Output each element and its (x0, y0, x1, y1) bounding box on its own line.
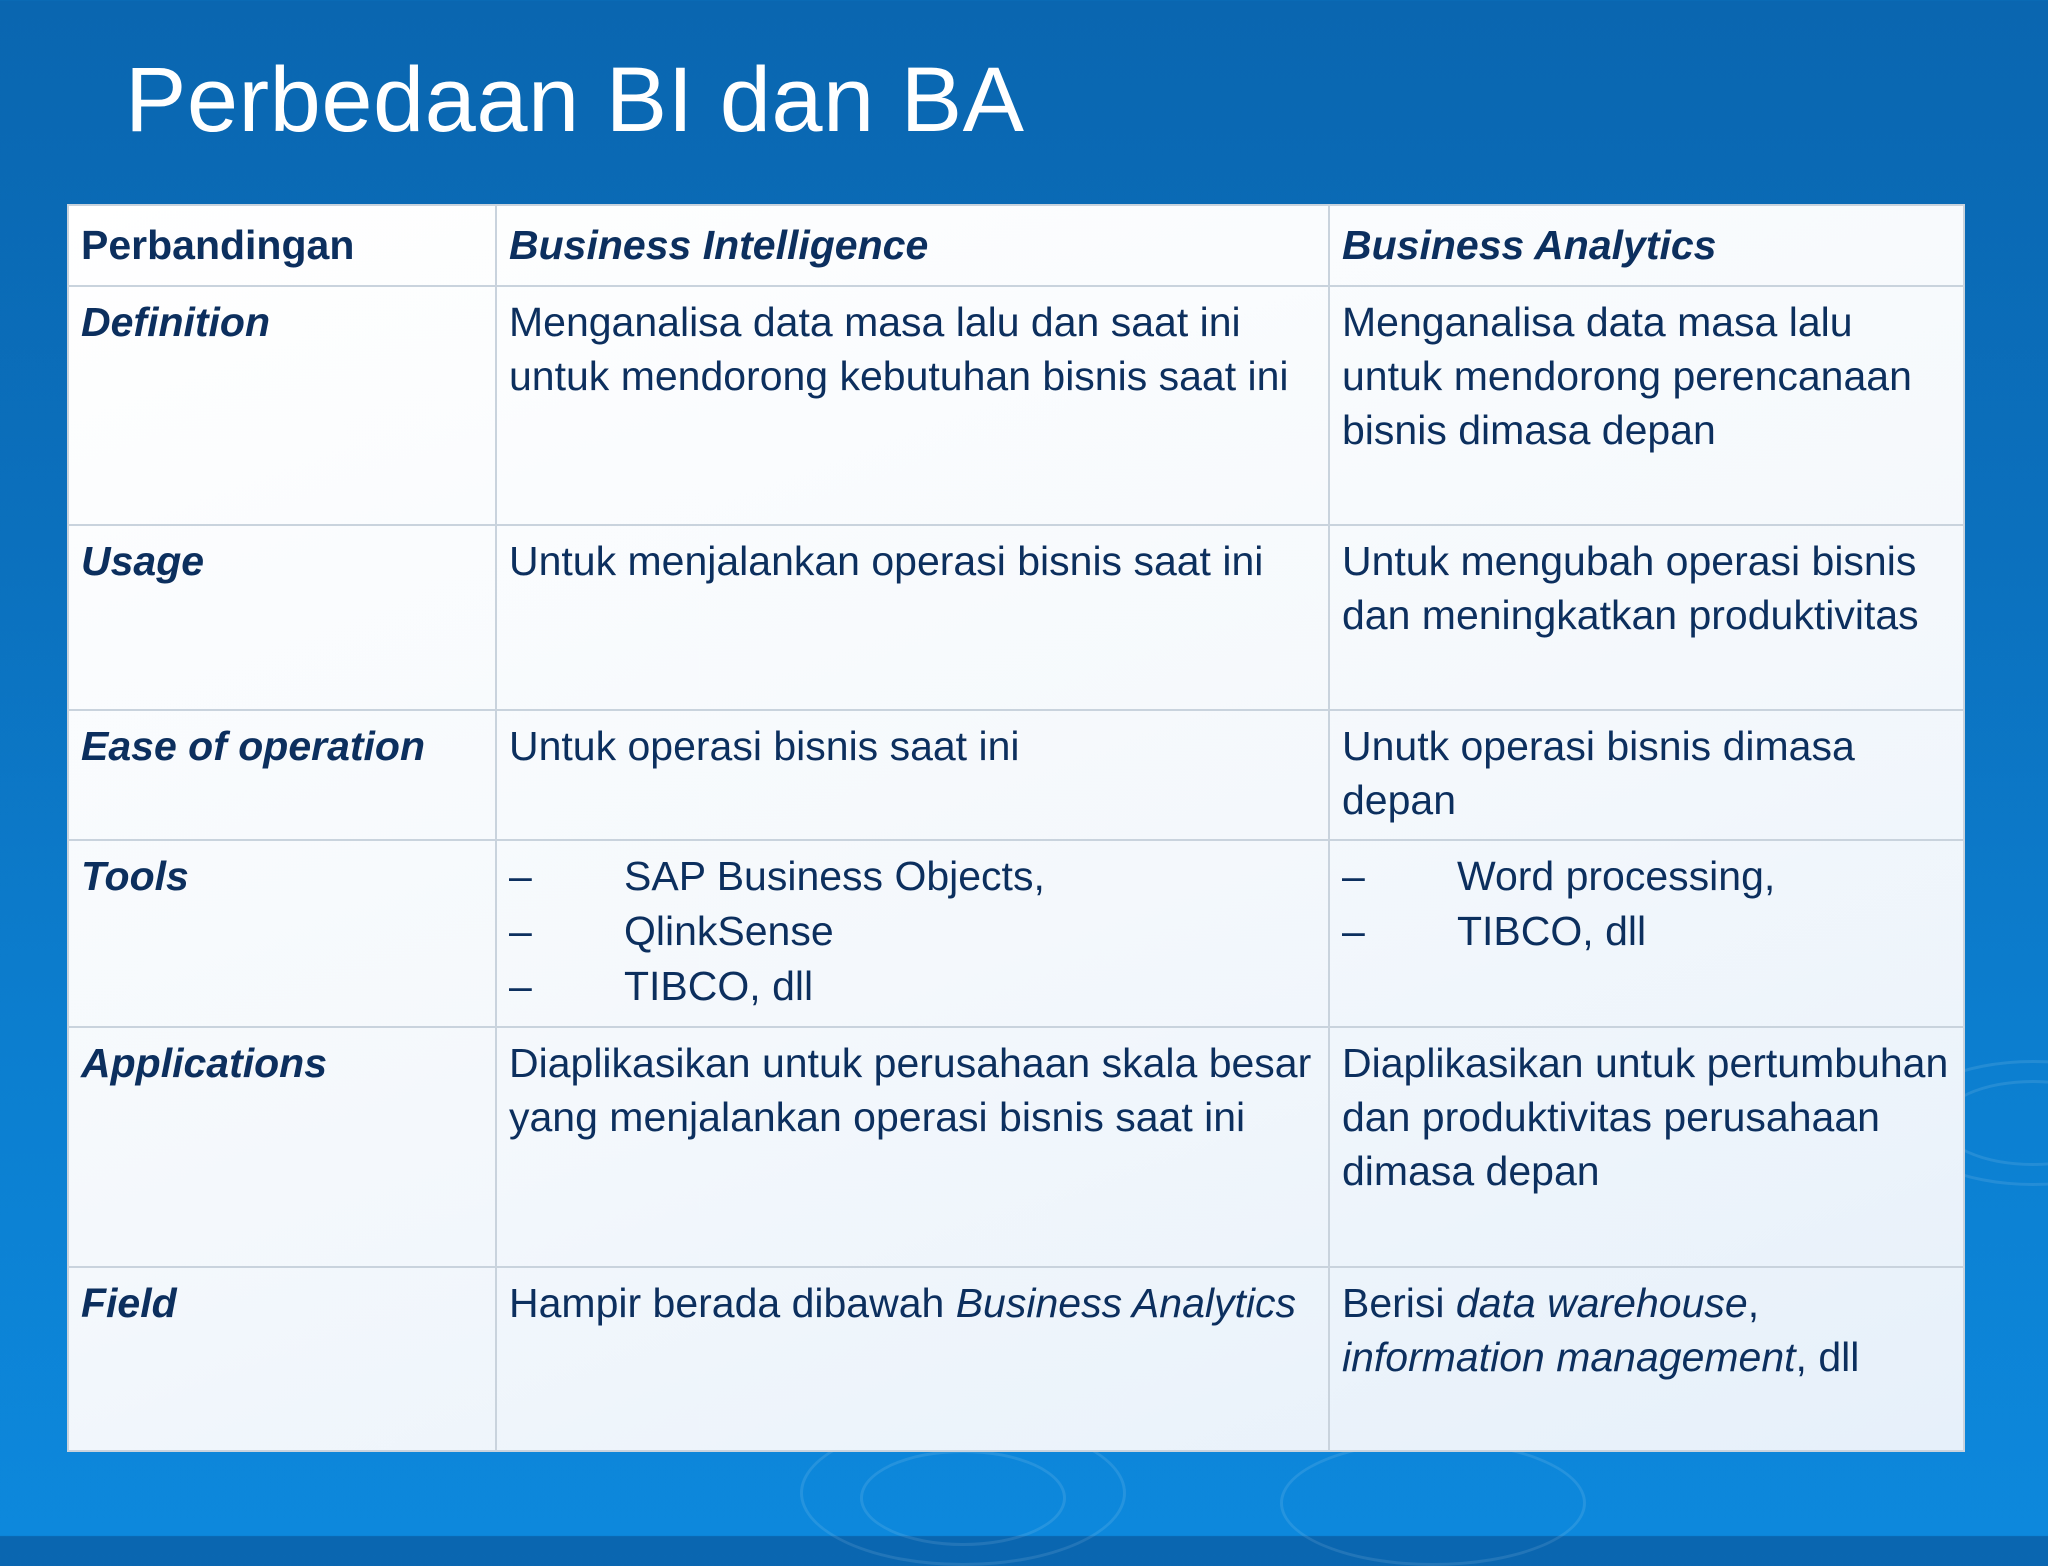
dash-bullet: – (509, 853, 532, 899)
tool-name: TIBCO, dll (1457, 908, 1647, 954)
dash-bullet: – (1342, 853, 1365, 899)
text-run: Hampir berada dibawah (509, 1280, 956, 1326)
slide-title: Perbedaan BI dan BA (125, 49, 1025, 151)
row-label-field: Field (68, 1267, 496, 1451)
table-row (68, 1027, 1964, 1267)
row-label-tools: Tools (68, 840, 496, 1027)
tool-name: QlinkSense (624, 908, 834, 954)
row-label-definition: Definition (68, 286, 496, 525)
header-comparison: Perbandingan (68, 205, 496, 286)
text-run: , dll (1795, 1334, 1860, 1380)
ripple-decoration (1280, 1440, 1586, 1566)
dash-bullet: – (509, 963, 532, 1009)
cell-bi-definition: Menganalisa data masa lalu dan saat ini untuk mendorong kebutuhan bisnis saat ini (496, 286, 1329, 525)
list-item (509, 849, 1318, 904)
table-header-row (68, 205, 1964, 286)
italic-term: data warehouse (1455, 1280, 1748, 1326)
header-business-analytics: Business Analytics (1329, 205, 1964, 286)
row-label-usage: Usage (68, 525, 496, 710)
tool-name: TIBCO, dll (624, 963, 814, 1009)
header-business-intelligence: Business Intelligence (496, 205, 1329, 286)
tool-name: SAP Business Objects, (624, 853, 1045, 899)
dash-bullet: – (509, 908, 532, 954)
cell-bi-applications: Diaplikasikan untuk perusahaan skala besar yang menjalankan operasi bisnis saat ini (496, 1027, 1329, 1267)
italic-term: information management (1342, 1334, 1796, 1380)
dash-bullet: – (1342, 908, 1365, 954)
row-label-ease-of-operation: Ease of operation (68, 710, 496, 840)
text-run: , (1747, 1280, 1760, 1326)
comparison-table (67, 204, 1965, 1452)
ripple-decoration (860, 1450, 1066, 1546)
cell-bi-ease-of-operation: Untuk operasi bisnis saat ini (496, 710, 1329, 840)
cell-ba-definition: Menganalisa data masa lalu untuk mendorong perencanaan bisnis dimasa depan (1329, 286, 1964, 525)
list-item (509, 904, 1318, 959)
table-row (68, 525, 1964, 710)
cell-bi-field (496, 1267, 1329, 1451)
cell-ba-tools (1329, 840, 1964, 1027)
table-row (68, 286, 1964, 525)
table-row (68, 1267, 1964, 1451)
list-item (509, 959, 1318, 1014)
cell-bi-tools (496, 840, 1329, 1027)
cell-ba-ease-of-operation: Unutk operasi bisnis dimasa depan (1329, 710, 1964, 840)
list-item (1342, 904, 1953, 959)
list-item (1342, 849, 1953, 904)
cell-ba-usage: Untuk mengubah operasi bisnis dan meningkatkan produktivitas (1329, 525, 1964, 710)
row-label-applications: Applications (68, 1027, 496, 1267)
text-run: Berisi (1342, 1280, 1456, 1326)
italic-term: Business Analytics (955, 1280, 1296, 1326)
cell-ba-field (1329, 1267, 1964, 1451)
table-row (68, 710, 1964, 840)
table-row (68, 840, 1964, 1027)
cell-ba-applications: Diaplikasikan untuk pertumbuhan dan produktivitas perusahaan dimasa depan (1329, 1027, 1964, 1267)
cell-bi-usage: Untuk menjalankan operasi bisnis saat ini (496, 525, 1329, 710)
tool-name: Word processing, (1457, 853, 1776, 899)
